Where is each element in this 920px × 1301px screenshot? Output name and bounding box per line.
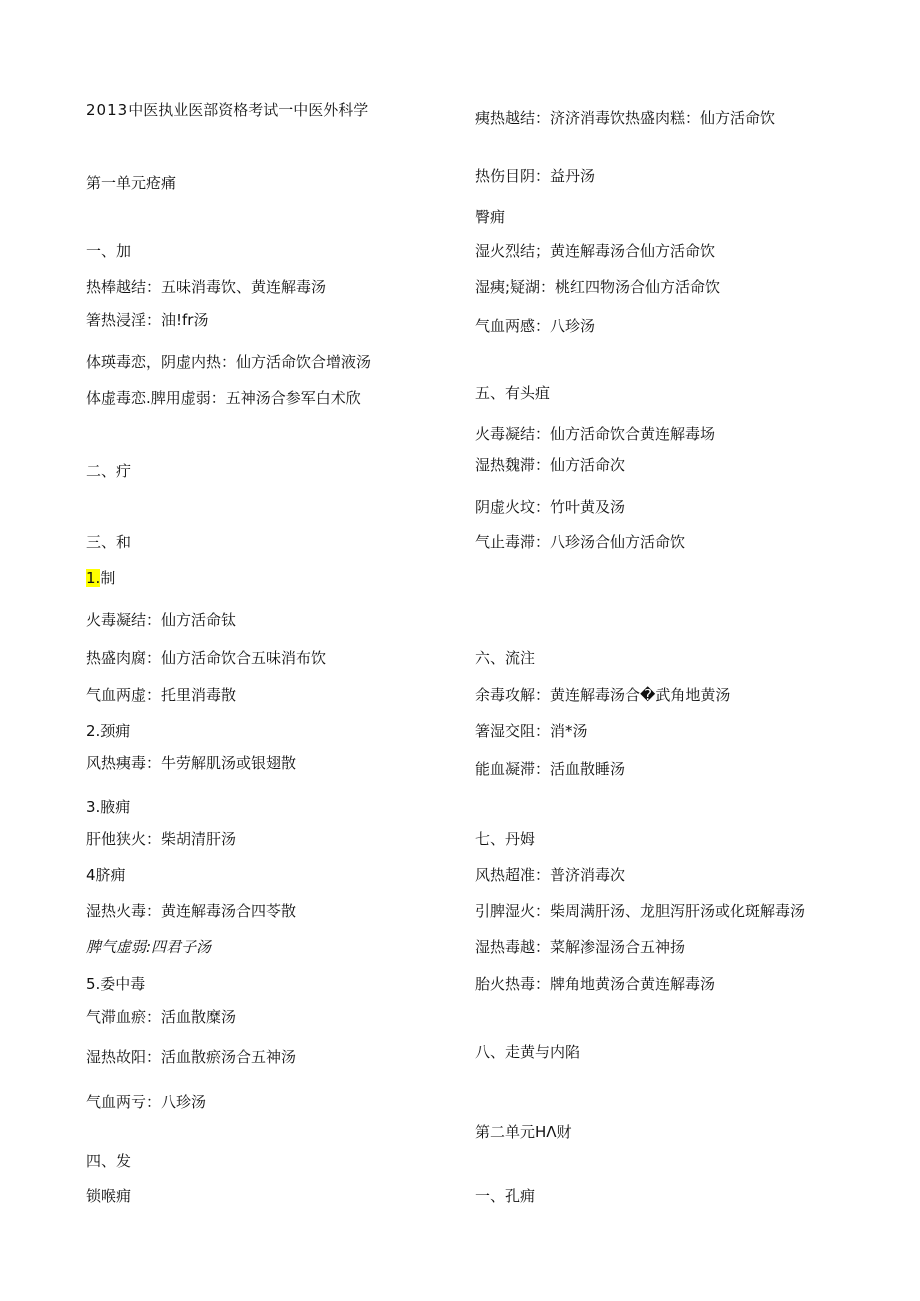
list-item: 脾气虚弱:四君子汤 [86,938,212,956]
list-item: 火毒凝结：仙方活命饮合黄连解毒场 [475,425,716,443]
title-year: 2013 [86,101,129,119]
list-item: 热盛肉腐：仙方活命饮合五味消布饮 [86,649,327,667]
list-item: 箸热浸淫：油!fr汤 [86,311,209,329]
section-8-heading: 八、走黄与内陷 [475,1043,581,1061]
section-9-heading: 一、孔痈 [475,1187,536,1205]
highlighted-number: 1. [86,569,101,587]
list-item: 肝他狭火：柴胡清肝汤 [86,830,237,848]
list-item: 能血凝滞：活血散睡汤 [475,760,626,778]
list-item: 体虚毒恋.脾用虚弱：五神汤合参军白术欣 [86,389,361,407]
subsection-4: 4脐痈 [86,866,126,884]
unit2-heading: 第二单元HΛ财 [475,1123,572,1141]
subsection-label: 制 [100,569,116,587]
list-item: 湿热故阳：活血散瘀汤合五神汤 [86,1048,297,1066]
section-1-heading: 一、加 [86,242,132,260]
list-item: 热棒越结：五味消毒饮、黄连解毒汤 [86,278,327,296]
section-7-heading: 七、丹姆 [475,830,536,848]
unit1-heading: 第一单元疮痛 [86,174,177,192]
subsection-1 [86,568,115,588]
list-item: 箸湿交阻：消*汤 [475,722,588,740]
list-item: 风热痍毒：牛劳解肌汤或银翅散 [86,754,297,772]
section-3-heading: 三、和 [86,533,132,551]
list-item: 风热超准：普济消毒次 [475,866,626,884]
list-item: 湿热火毒：黄连解毒汤合四苓散 [86,902,297,920]
subsection-label: 臀痈 [475,208,506,226]
page-title [86,100,368,120]
list-item: 阴虚火坟：竹叶黄及汤 [475,498,626,516]
list-item: 体瑛毒恋，阴虚内热：仙方活命饮合增液汤 [86,353,372,371]
list-item: 湿热魏滞：仙方活命次 [475,456,626,474]
subsection-2: 2.颈痈 [86,722,131,740]
list-item: 胎火热毒：牌角地黄汤合黄连解毒汤 [475,975,716,993]
subsection-5: 5.委中毒 [86,975,146,993]
section-4-heading: 四、发 [86,1152,132,1170]
subsection-3: 3.腋痈 [86,798,131,816]
list-item: 引脾湿火：柴周满肝汤、龙胆泻肝汤或化斑解毒汤 [475,902,806,920]
list-item: 余毒攻解：黄连解毒汤合�武角地黄汤 [475,686,731,704]
list-item: 火毒凝结：仙方活命钛 [86,611,237,629]
section-5-heading: 五、有头疽 [475,384,551,402]
list-item: 湿热毒越：菜解渗湿汤合五神扬 [475,938,686,956]
title-text: 中医执业医部资格考试一中医外科学 [128,101,369,119]
subsection-label: 锁喉痈 [86,1187,132,1205]
list-item: 湿痍;疑湖：桃红四物汤合仙方活命饮 [475,278,721,296]
list-item: 气血两虚：托里消毒散 [86,686,237,704]
section-6-heading: 六、流注 [475,649,536,667]
list-item: 热伤目阴：益丹汤 [475,167,596,185]
list-item: 气滞血瘀：活血散糜汤 [86,1008,237,1026]
list-item: 湿火烈结；黄连解毒汤合仙方活命饮 [475,242,716,260]
list-item: 气血两感：八珍汤 [475,317,596,335]
list-item: 痍热越结：济济消毒饮热盛肉糕：仙方活命饮 [475,109,776,127]
list-item: 气血两亏：八珍汤 [86,1093,207,1111]
section-2-heading: 二、疔 [86,462,132,480]
list-item: 气止毒滞：八珍汤合仙方活命饮 [475,533,686,551]
